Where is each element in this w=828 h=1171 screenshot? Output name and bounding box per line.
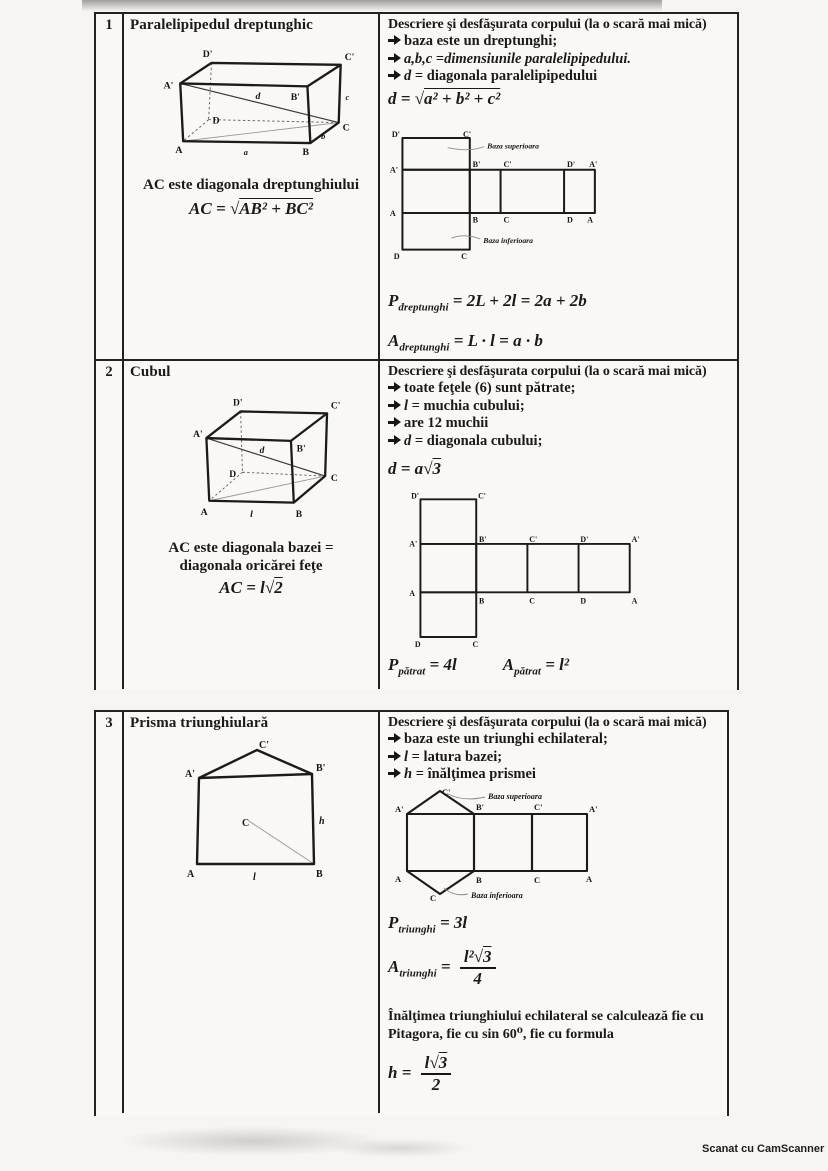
formula-radicand: a² + b² + c² [424, 88, 501, 108]
vertex-label: C' [529, 535, 538, 545]
bullet-item [388, 33, 731, 51]
formula-subscript: pătrat [398, 665, 426, 678]
bullet-item [388, 398, 731, 416]
diagonal-caption-line2: diagonala oricărei feţe [179, 558, 323, 574]
row-number-cell [96, 361, 124, 689]
fraction [421, 1054, 452, 1094]
bullet-lead: l [404, 748, 409, 765]
description-cell-cube [380, 361, 737, 689]
shape-title: Prisma triunghiulară [130, 715, 269, 731]
bullet-item [388, 766, 721, 784]
vertex-label: A' [589, 159, 598, 169]
formula-subscript: pătrat [514, 665, 541, 678]
edge-label: d [255, 91, 261, 103]
vertex-label: C [503, 215, 510, 225]
shape-title: Paralelipipedul dreptunghic [130, 17, 313, 33]
fraction-denominator: 2 [431, 1075, 441, 1095]
row-cube [96, 359, 737, 689]
arrow-icon [388, 70, 401, 81]
formula-lhs: d = a√ [388, 459, 433, 478]
shape-cell-cube [124, 361, 380, 689]
height-note-line2: Pitagora, fie cu sin 60⁰, fie cu formula [388, 1027, 614, 1043]
vertex-label: C [529, 596, 535, 606]
formula-rhs: = L · l = a · b [449, 330, 543, 350]
arrow-icon [388, 417, 401, 428]
prism-net-figure [392, 786, 722, 904]
formula-rhs: = 3l [435, 912, 468, 932]
bullet-text: = diagonala paralelipipedului [411, 68, 598, 84]
bullet-text: = înălţimea prismei [412, 766, 536, 782]
vertex-label: D' [391, 129, 401, 139]
description-header: Descriere şi desfăşurata corpului (la o scară mai mică) [388, 364, 707, 379]
vertex-label: A' [389, 165, 399, 175]
fraction [460, 948, 496, 988]
vertex-label: C [461, 251, 468, 261]
arrow-icon [388, 733, 401, 744]
vertex-label: A' [185, 769, 195, 780]
hidden-edges [249, 821, 314, 864]
vertex-label: A [187, 869, 195, 880]
vertex-label: C [534, 874, 541, 885]
vertex-label: A' [163, 80, 174, 92]
vertex-label: B [476, 874, 482, 885]
formula-radicand: AB² + BC² [239, 199, 313, 218]
edge-label: b [321, 132, 326, 142]
row-number-cell [96, 14, 124, 359]
bullet-text: baza este un triunghi echilateral; [404, 731, 608, 747]
vertex-label: D [580, 596, 587, 606]
net-annotation: Baza superioara [487, 141, 540, 151]
vertex-label: C' [503, 159, 512, 169]
height-note-line1: Înălţimea triunghiului echilateral se calculează fie cu [388, 1009, 704, 1025]
vertex-label: C [342, 122, 350, 134]
fraction-numerator [421, 1054, 452, 1075]
net-rectangles [420, 499, 629, 637]
net-annotation: Baza superioara [488, 791, 543, 801]
vertex-label: A' [589, 803, 598, 814]
bullet-text: = diagonala cubului; [411, 432, 543, 449]
vertex-label: B' [316, 763, 326, 774]
bullet-item [388, 415, 731, 433]
vertex-label: D [229, 470, 237, 480]
arrow-icon [388, 751, 401, 762]
vertex-label: D [414, 640, 421, 650]
description-header: Descriere şi desfăşurata corpului (la o scară mai mică) [388, 17, 707, 32]
fraction-num-text: l√ [424, 1053, 439, 1073]
vertex-label: B' [476, 801, 485, 812]
formula-symbol: A [388, 957, 400, 976]
vertex-label: D' [411, 491, 420, 501]
vertex-label: A [587, 215, 594, 225]
diagonal-formula [388, 458, 731, 480]
prism-3d-figure [154, 738, 364, 888]
vertex-label: B' [479, 535, 487, 545]
formula-lhs: AC = √ [189, 199, 240, 218]
vertex-label: C [242, 818, 250, 829]
parallelepiped-3d-figure [146, 42, 371, 164]
formula-subscript: dreptunghi [398, 300, 449, 313]
vertex-label: D' [233, 398, 243, 409]
vertex-label: A [631, 596, 638, 606]
bullet-text: baza este un dreptunghi; [404, 33, 558, 49]
vertex-label: D [393, 251, 400, 261]
edge-label: l [253, 872, 256, 883]
bullet-item [388, 51, 731, 69]
vertex-label: A' [193, 430, 203, 441]
formula-lhs: AC = l√ [219, 578, 275, 597]
formula-lhs: d = √ [388, 88, 425, 108]
row-number: 2 [105, 364, 113, 380]
camscanner-credit: Scanat cu CamScanner [702, 1143, 825, 1155]
table-prism [94, 710, 729, 1116]
vertex-label: D [212, 115, 220, 127]
edge-label: d [259, 446, 265, 457]
bullet-lead: l [404, 397, 409, 414]
vertex-label: C' [442, 786, 451, 797]
row-parallelepiped [96, 14, 737, 359]
perimeter-formula [388, 290, 731, 318]
vertex-label: A' [631, 535, 640, 545]
diagonal-caption: AC este diagonala dreptunghiului [142, 177, 360, 193]
bullet-lead: d [404, 68, 412, 84]
row-number: 3 [105, 715, 113, 731]
formula-symbol: A [388, 330, 400, 350]
hidden-edges [183, 63, 339, 141]
vertex-label: C [430, 892, 437, 903]
arrow-icon [388, 53, 401, 64]
area-formula [388, 948, 721, 988]
solid-edges [197, 750, 314, 864]
shape-cell-prism [124, 712, 380, 1113]
shape-title: Cubul [130, 364, 171, 380]
diagonal-caption-line1: AC este diagonala bazei = [168, 540, 334, 556]
vertex-label: A [409, 589, 415, 599]
arrow-icon [388, 768, 401, 779]
vertex-label: A [200, 508, 208, 518]
formula-radicand: 3 [432, 459, 442, 478]
formula-symbol: P [388, 912, 399, 932]
formula-rhs: = 2L + 2l = 2a + 2b [448, 290, 587, 310]
bullet-lead: h [404, 766, 413, 782]
vertex-label: B [479, 596, 485, 606]
vertex-label: A [175, 144, 183, 156]
vertex-label: C' [534, 801, 543, 812]
row-prism [96, 712, 727, 1113]
vertex-label: B [472, 215, 479, 225]
perimeter-formula [388, 654, 457, 682]
vertex-label: C' [478, 491, 486, 501]
table-parallelepiped-cube [94, 12, 739, 690]
vertex-label: A [586, 873, 593, 884]
vertex-label: D' [202, 49, 213, 61]
vertex-label: A' [395, 803, 404, 814]
formula-subscript: triunghi [399, 967, 437, 980]
ac-formula [128, 198, 374, 220]
formula-symbol: P [388, 655, 399, 674]
vertex-label: C' [344, 51, 355, 63]
vertex-label: D [566, 215, 573, 225]
net-rectangles [407, 791, 587, 894]
fraction-radicand: 3 [438, 1053, 448, 1073]
vertex-label: C' [259, 740, 269, 751]
formula-symbol: A [502, 655, 515, 674]
scan-smudge [330, 1138, 470, 1158]
bullet-lead: d [404, 432, 412, 449]
fraction-num-text: l²√ [463, 946, 483, 966]
edge-label: h [319, 816, 325, 827]
parallelepiped-net-figure [388, 126, 737, 276]
area-formula [388, 330, 731, 358]
vertex-label: A' [409, 539, 418, 549]
vertex-label: A [389, 208, 396, 218]
vertex-label: B [302, 146, 310, 158]
perimeter-formula [388, 912, 721, 940]
vertex-label: D' [580, 535, 589, 545]
description-header: Descriere şi desfăşurata corpului (la o scară mai mică) [388, 715, 707, 730]
bullet-text: = latura bazei; [408, 748, 503, 765]
formula-symbol: P [388, 290, 399, 310]
diagonal-formula [388, 88, 731, 110]
bullet-text: toate feţele (6) sunt pătrate; [404, 380, 576, 396]
formula-radicand: 2 [274, 578, 283, 597]
vertex-label: B' [296, 444, 306, 455]
vertex-label: D' [566, 159, 576, 169]
cube-net-figure [398, 490, 694, 650]
formula-subscript: triunghi [398, 922, 436, 935]
cube-3d-figure [176, 387, 366, 529]
shape-cell-parallelepiped [124, 14, 380, 359]
description-cell-prism [380, 712, 727, 1113]
vertex-label: C [330, 473, 338, 484]
height-formula [388, 1054, 721, 1094]
description-cell-parallelepiped [380, 14, 737, 359]
fraction-denominator: 4 [473, 968, 482, 988]
bullet-text: are 12 muchii [404, 415, 489, 431]
edge-label: a [243, 147, 248, 157]
bullet-item [388, 380, 731, 398]
net-annotation: Baza inferioara [483, 235, 534, 245]
bullet-item [388, 731, 721, 749]
formula-subscript: dreptunghi [399, 341, 450, 354]
bullet-text: = muchia cubului; [408, 397, 525, 414]
vertex-label: B [316, 869, 323, 880]
formula-rhs: = l² [540, 655, 569, 674]
net-annotation: Baza inferioara [471, 890, 523, 900]
arrow-icon [388, 400, 401, 411]
vertex-label: B' [472, 159, 481, 169]
bullet-item [388, 433, 731, 451]
bullet-lead: a,b,c =dimensiunile paralelipipedului. [404, 50, 631, 67]
formula-lhs: h = [388, 1063, 416, 1083]
ac-formula [128, 577, 374, 599]
formula-rhs: = 4l [425, 655, 457, 674]
vertex-label: A [395, 873, 402, 884]
area-formula [503, 654, 569, 682]
arrow-icon [388, 382, 401, 393]
row-number: 1 [105, 17, 113, 33]
bullet-item [388, 68, 731, 86]
net-rectangles [402, 137, 594, 249]
bullet-item [388, 749, 721, 767]
hidden-edges [209, 411, 325, 500]
edge-label: c [345, 93, 350, 103]
vertex-label: C' [330, 401, 341, 412]
row-number-cell [96, 712, 124, 1113]
formula-equals: = [436, 957, 455, 976]
vertex-label: C [472, 640, 479, 650]
vertex-label: C' [463, 129, 472, 139]
vertex-label: B' [290, 92, 301, 104]
arrow-icon [388, 35, 401, 46]
edge-label: l [250, 509, 253, 520]
fraction-radicand: 3 [483, 946, 492, 966]
scan-shadow-band [82, 0, 662, 11]
vertex-label: B [295, 509, 303, 520]
formula-row [388, 654, 731, 682]
fraction-numerator [460, 948, 496, 969]
arrow-icon [388, 435, 401, 446]
